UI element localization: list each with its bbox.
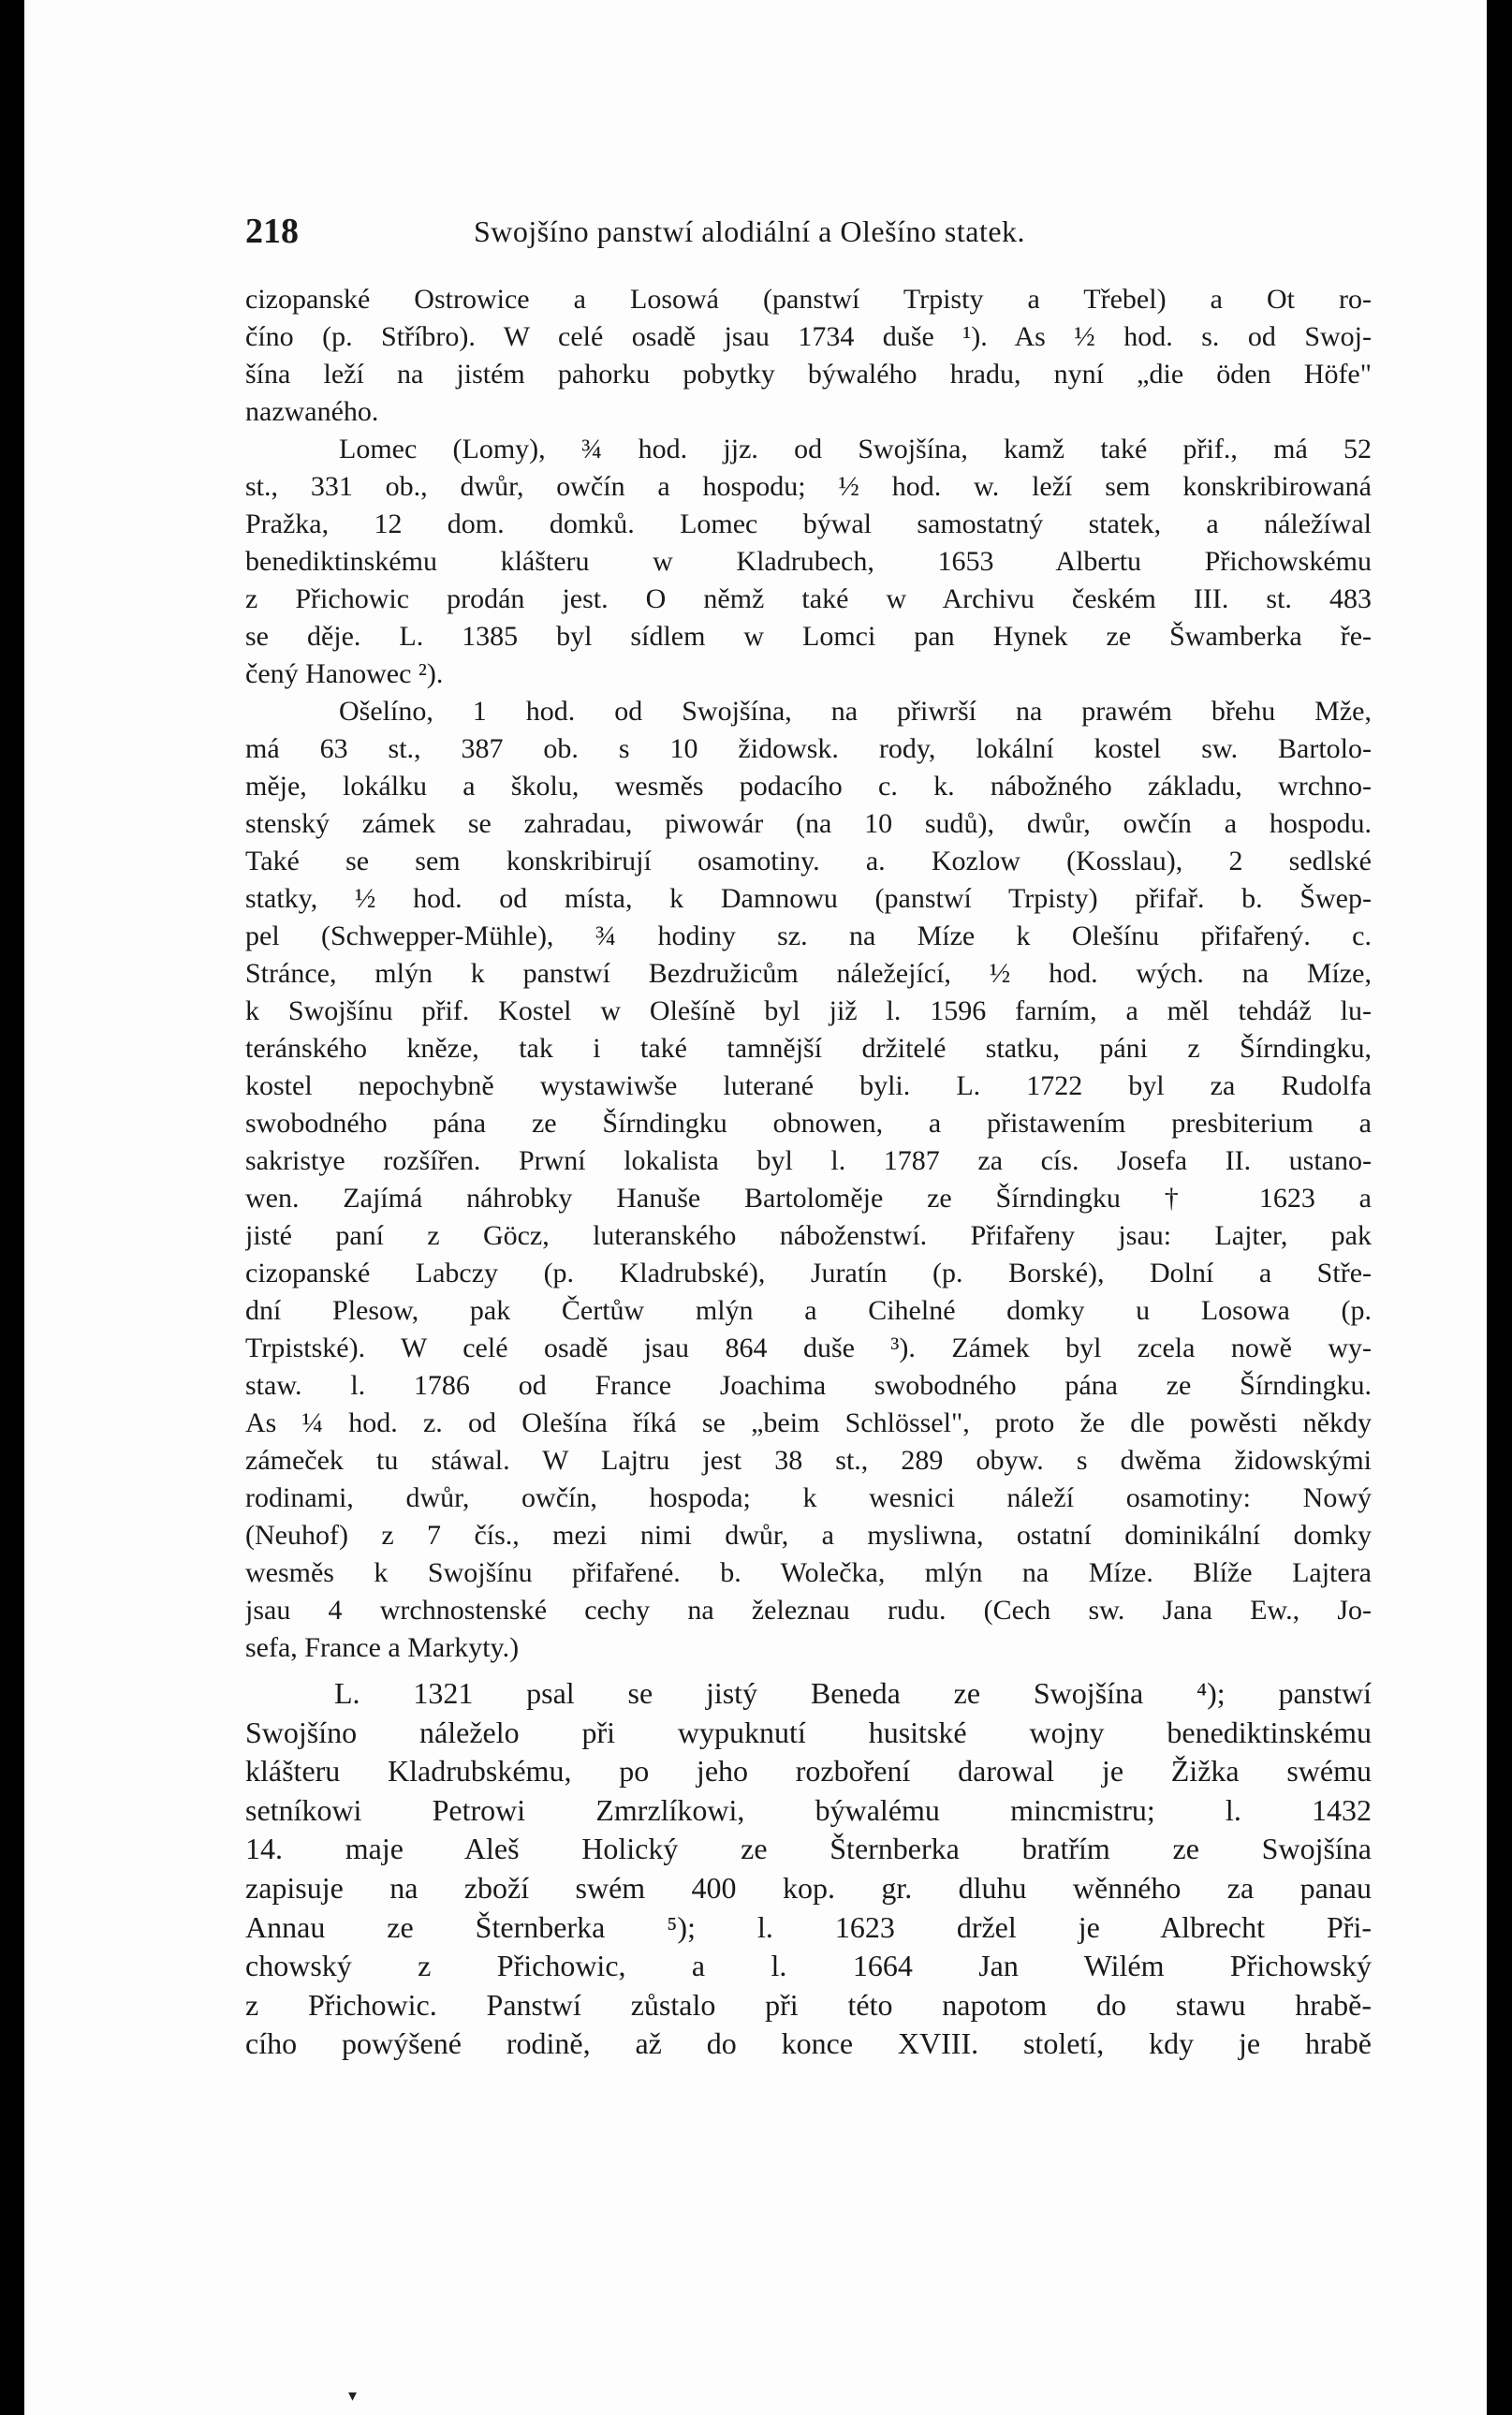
text-line: dní Plesow, pak Čertůw mlýn a Cihelné domky u Losowa (p. (245, 1295, 1372, 1326)
paragraph-intro (245, 281, 1372, 431)
text-line: z Přichowic prodán jest. O němž také w Archivu českém III. st. 483 (245, 583, 1372, 614)
text-line: benediktinskému klášteru w Kladrubech, 1653 Albertu Přichowskému (245, 546, 1372, 577)
text-line: st., 331 ob., dwůr, owčín a hospodu; ½ hod. w. leží sem konskribirowaná (245, 471, 1372, 502)
text-line: jisté paní z Göcz, luteranského náboženstwí. Přifařeny jsau: Lajter, pak (245, 1220, 1372, 1251)
text-line: Také se sem konskribirují osamotiny. a. Kozlow (Kosslau), 2 sedlské (245, 846, 1372, 876)
text-line: sefa, France a Markyty.) (245, 1632, 520, 1663)
text-line: rodinami, dwůr, owčín, hospoda; k wesnici náleží osamotiny: Nowý (245, 1482, 1372, 1513)
page-header (245, 211, 1369, 258)
text-line: As ¼ hod. z. od Olešína říká se „beim Schlössel", proto že dle powěsti někdy (245, 1407, 1372, 1438)
text-line: má 63 st., 387 ob. s 10 židowsk. rody, lokální kostel sw. Bartolo- (245, 733, 1372, 764)
text-line: se děje. L. 1385 byl sídlem w Lomci pan Hynek ze Šwamberka ře- (245, 621, 1372, 652)
text-line: Trpistské). W celé osadě jsau 864 duše ³). Zámek byl zcela nowě wy- (245, 1333, 1372, 1363)
text-line: wen. Zajímá náhrobky Hanuše Bartoloměje ze Šírndingku † 1623 a (245, 1183, 1372, 1214)
text-line: statky, ½ hod. od místa, k Damnowu (panstwí Trpisty) přifař. b. Šwep- (245, 883, 1372, 914)
text-line: L. 1321 psal se jistý Beneda ze Swojšína ⁴); panstwí (334, 1676, 1372, 1710)
text-line: Annau ze Šternberka ⁵); l. 1623 držel je Albrecht Při- (245, 1909, 1372, 1944)
text-line: cizopanské Ostrowice a Losowá (panstwí Trpisty a Třebel) a Ot ro- (245, 284, 1372, 315)
paragraph-gap (245, 1667, 1372, 1674)
text-line: Swojšíno náleželo při wypuknutí husitské wojny benediktinskému (245, 1715, 1372, 1749)
bottom-mark: ▾ (348, 2386, 358, 2406)
text-line: cího powýšené rodině, až do konce XVIII. století, kdy je hrabě (245, 2026, 1372, 2061)
text-line: měje, lokálku a školu, wesměs podacího c. k. nábožného základu, wrchno- (245, 771, 1372, 802)
text-line: 14. maje Aleš Holický ze Šternberka bratřím ze Swojšína (245, 1832, 1372, 1866)
text-line: číno (p. Stříbro). W celé osadě jsau 1734 duše ¹). As ½ hod. s. od Swoj- (245, 321, 1372, 352)
text-line: swobodného pána ze Šírndingku obnowen, a přistawením presbiterium a (245, 1108, 1372, 1139)
text-line: Stránce, mlýn k panstwí Bezdružicům náležející, ½ hod. wých. na Míze, (245, 958, 1372, 989)
text-line: jsau 4 wrchnostenské cechy na železnau rudu. (Cech sw. Jana Ew., Jo- (245, 1595, 1372, 1626)
text-line: stenský zámek se zahradau, piwowár (na 10 sudů), dwůr, owčín a hospodu. (245, 808, 1372, 839)
paragraph-history (245, 1674, 1372, 2064)
text-line: zapisuje na zboží swém 400 kop. gr. dluhu wěnného za panau (245, 1870, 1372, 1905)
running-title: Swojšíno panstwí alodiální a Olešíno statek. (474, 214, 1026, 248)
text-line: čený Hanowec ²). (245, 658, 444, 689)
text-line: šína leží na jistém pahorku pobytky býwalého hradu, nyní „die öden Höfe" (245, 359, 1372, 390)
text-line: k Swojšínu přif. Kostel w Olešíně byl již l. 1596 farním, a měl tehdáž lu- (245, 995, 1372, 1026)
text-line: Pražka, 12 dom. domků. Lomec býwal samostatný statek, a náležíwal (245, 508, 1372, 539)
text-line: staw. l. 1786 od France Joachima swobodného pána ze Šírndingku. (245, 1370, 1372, 1401)
text-line: z Přichowic. Panstwí zůstalo při této napotom do stawu hrabě- (245, 1987, 1372, 2022)
text-line: zámeček tu stáwal. W Lajtru jest 38 st., 289 obyw. s dwěma židowskými (245, 1445, 1372, 1476)
text-line: setníkowi Petrowi Zmrzlíkowi, býwalému mincmistru; l. 1432 (245, 1792, 1372, 1827)
text-line: Lomec (Lomy), ¾ hod. jjz. od Swojšína, kamž také přif., má 52 (339, 434, 1372, 464)
paragraph-oselino (245, 693, 1372, 1667)
paragraph-lomec (245, 431, 1372, 693)
text-line: sakristye rozšířen. Prwní lokalista byl l. 1787 za cís. Josefa II. ustano- (245, 1145, 1372, 1176)
text-line: (Neuhof) z 7 čís., mezi nimi dwůr, a mysliwna, ostatní dominikální domky (245, 1520, 1372, 1551)
text-line: nazwaného. (245, 396, 379, 427)
text-line: teránského kněze, tak i také tamnější držitelé statku, páni z Šírndingku, (245, 1033, 1372, 1064)
text-line: wesměs k Swojšínu přifařené. b. Wolečka, mlýn na Míze. Blíže Lajtera (245, 1557, 1372, 1588)
text-line: cizopanské Labczy (p. Kladrubské), Juratín (p. Borské), Dolní a Stře- (245, 1258, 1372, 1288)
page-number: 218 (245, 212, 299, 251)
text-line: kostel nepochybně wystawiwše luterané byli. L. 1722 byl za Rudolfa (245, 1070, 1372, 1101)
body-text (245, 281, 1372, 2064)
text-line: klášteru Kladrubskému, po jeho rozboření darowal je Žižka swému (245, 1754, 1372, 1789)
text-line: Ošelíno, 1 hod. od Swojšína, na přiwrší na prawém břehu Mže, (339, 696, 1372, 727)
text-line: chowský z Přichowic, a l. 1664 Jan Wilém Přichowský (245, 1949, 1372, 1983)
text-line: pel (Schwepper-Mühle), ¾ hodiny sz. na Míze k Olešínu přifařený. c. (245, 920, 1372, 951)
